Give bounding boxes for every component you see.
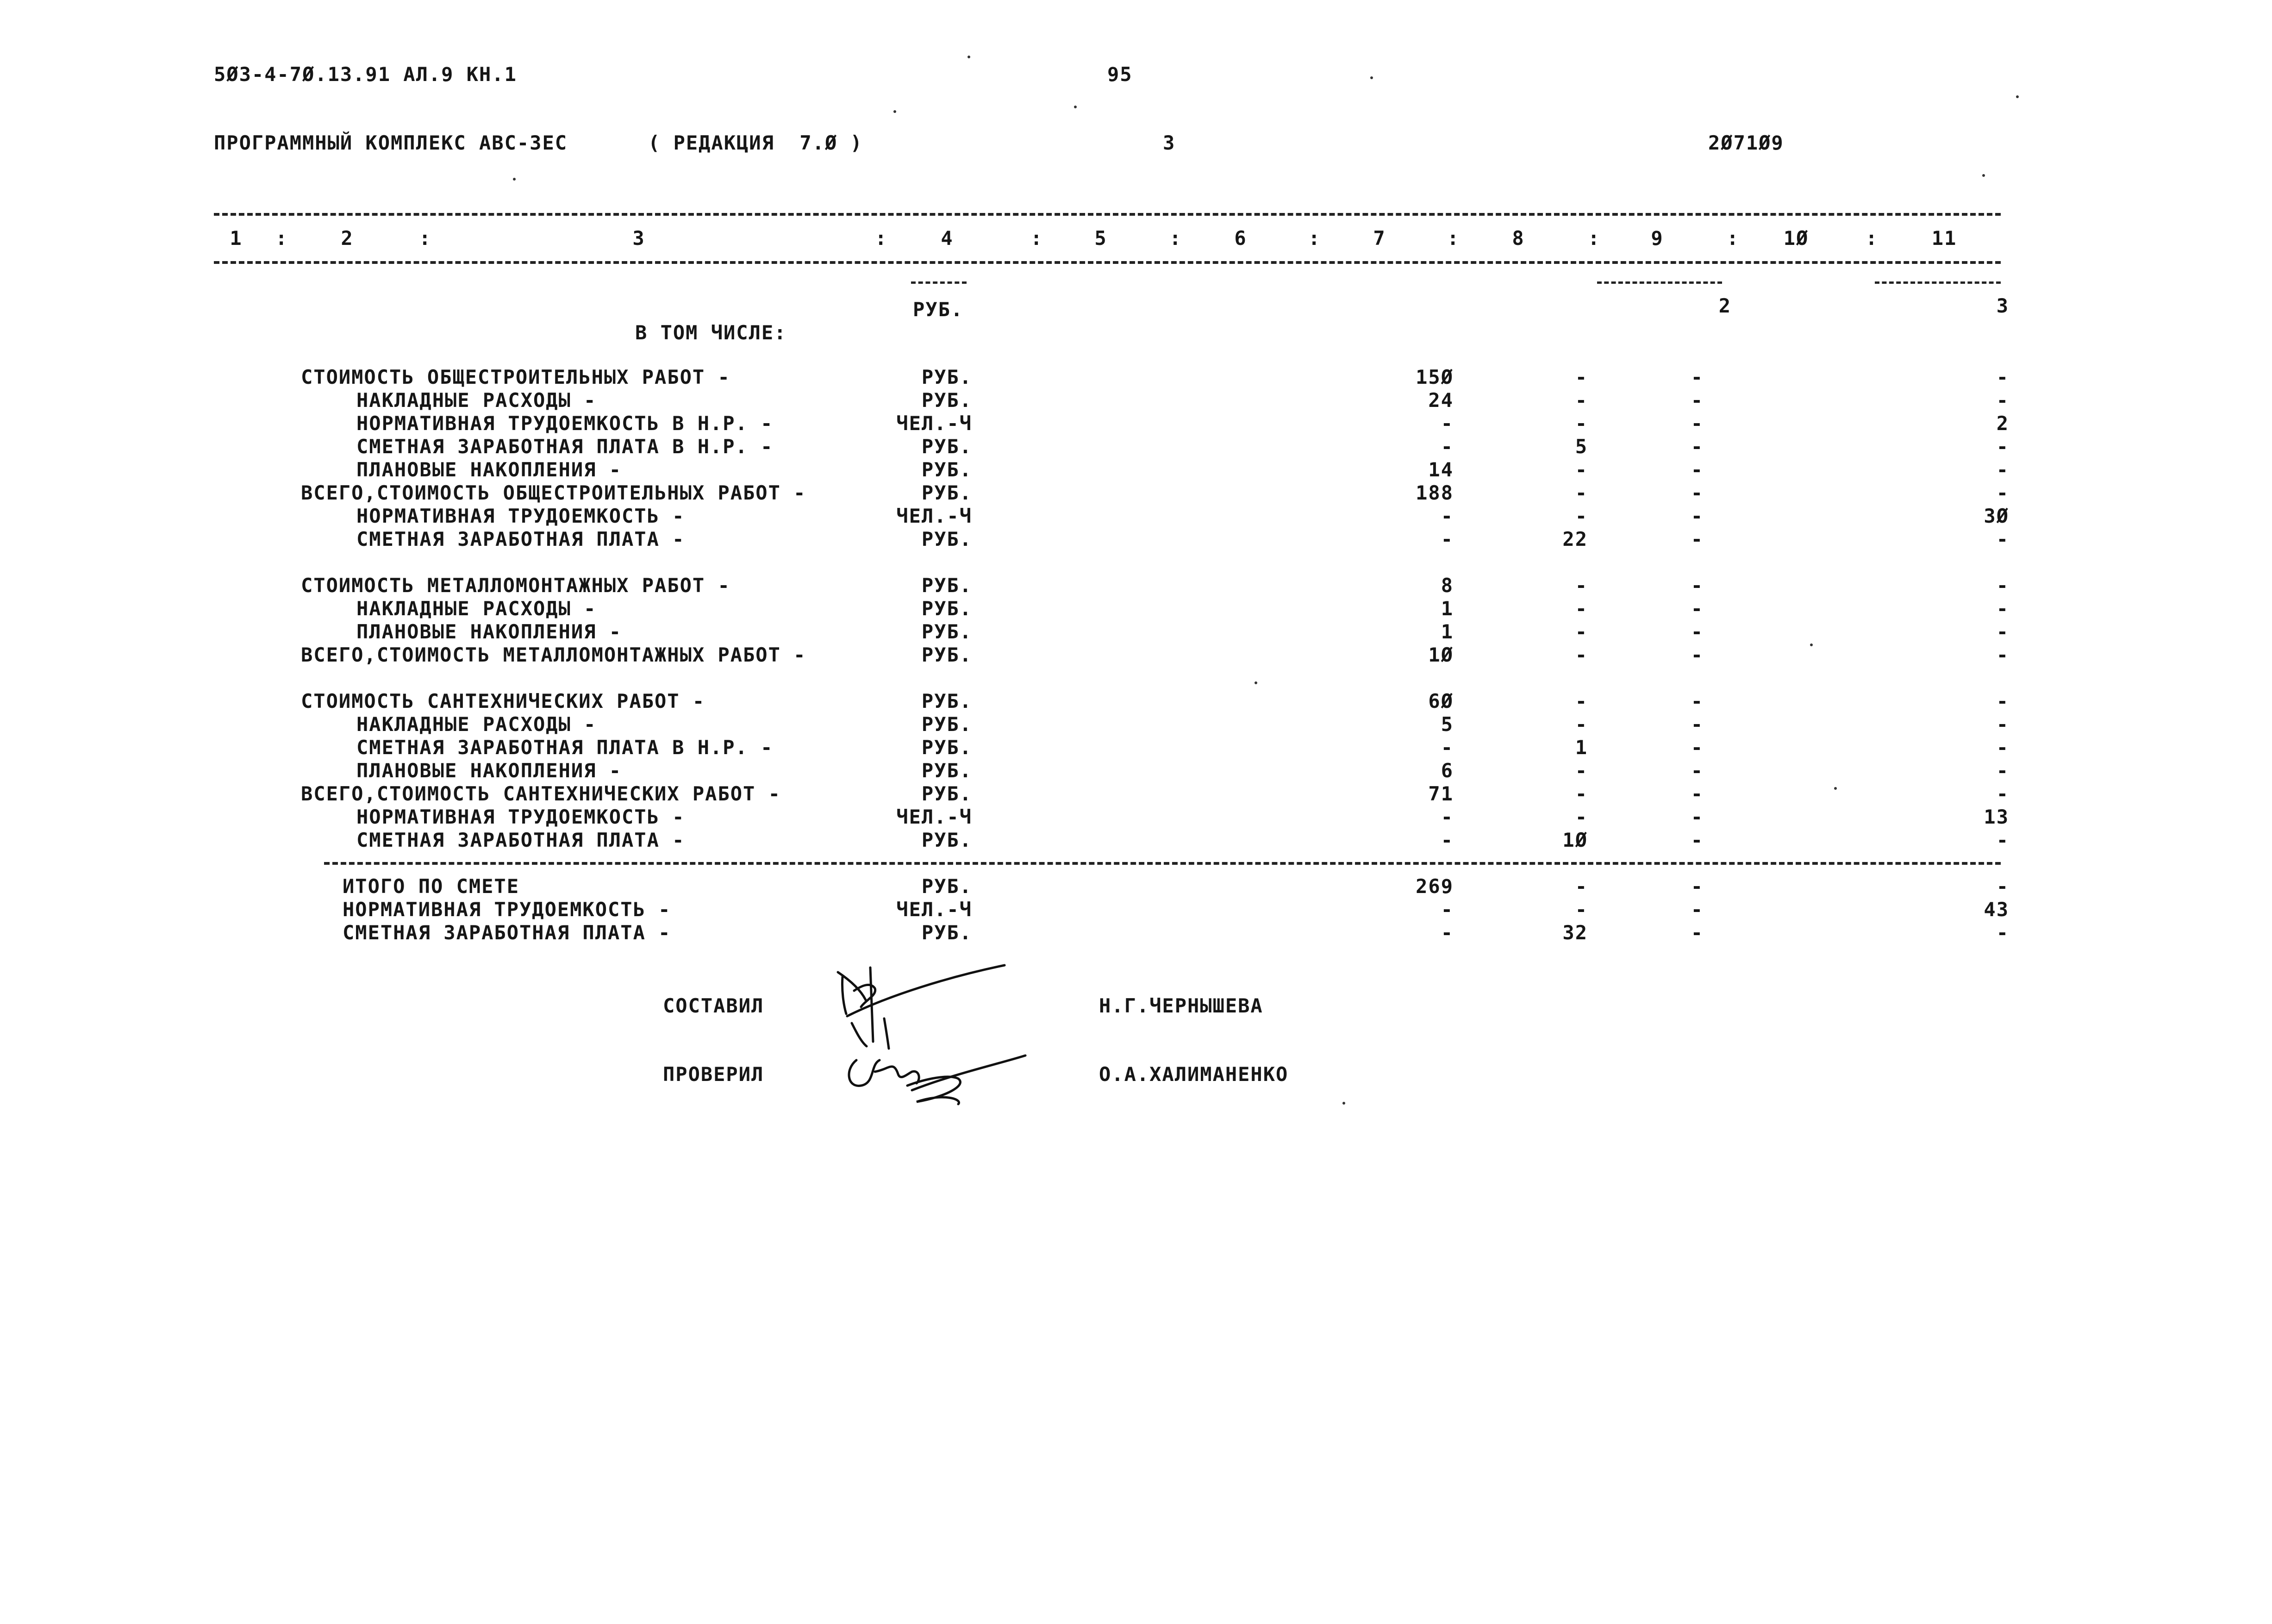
- row-col11: -: [1996, 690, 2009, 712]
- row-unit: РУБ.: [921, 366, 972, 388]
- unit-rule: [911, 281, 967, 284]
- row-label: СТОИМОСТЬ МЕТАЛЛОМОНТАЖНЫХ РАБОТ -: [301, 574, 730, 597]
- row-unit: РУБ.: [921, 435, 972, 458]
- row-col9: -: [1691, 690, 1704, 712]
- row-col8: 32: [1562, 921, 1588, 944]
- column-number: 8: [1512, 227, 1525, 250]
- row-col11: -: [1996, 458, 2009, 481]
- row-col11: -: [1996, 481, 2009, 504]
- row-label: НАКЛАДНЫЕ РАСХОДЫ -: [356, 597, 597, 620]
- row-col8: -: [1575, 597, 1588, 620]
- row-col11: -: [1996, 921, 2009, 944]
- row-label: ПЛАНОВЫЕ НАКОПЛЕНИЯ -: [356, 620, 622, 643]
- row-col7: 5: [1441, 713, 1454, 736]
- row-unit: РУБ.: [921, 736, 972, 759]
- row-label: НАКЛАДНЫЕ РАСХОДЫ -: [356, 389, 597, 412]
- scan-speck: [513, 178, 516, 181]
- column-number: 5: [1094, 227, 1107, 250]
- row-unit: РУБ.: [921, 875, 972, 898]
- row-col7: -: [1441, 528, 1454, 550]
- row-col7: -: [1441, 412, 1454, 435]
- row-col11: -: [1996, 597, 2009, 620]
- row-label: НОРМАТИВНАЯ ТРУДОЕМКОСТЬ -: [356, 505, 685, 527]
- scan-speck: [2016, 95, 2019, 98]
- row-col8: -: [1575, 782, 1588, 805]
- row-col11: -: [1996, 875, 2009, 898]
- row-label: ВСЕГО,СТОИМОСТЬ ОБЩЕСТРОИТЕЛЬНЫХ РАБОТ -: [301, 481, 806, 504]
- row-unit: ЧЕЛ.-Ч: [896, 412, 972, 435]
- row-unit: РУБ.: [921, 528, 972, 550]
- row-col9: -: [1691, 875, 1704, 898]
- row-unit: РУБ.: [921, 597, 972, 620]
- row-col11: -: [1996, 620, 2009, 643]
- row-col8: -: [1575, 643, 1588, 666]
- row-col11: -: [1996, 574, 2009, 597]
- row-col7: -: [1441, 736, 1454, 759]
- row-col7: 6: [1441, 759, 1454, 782]
- row-label: СМЕТНАЯ ЗАРАБОТНАЯ ПЛАТА -: [343, 921, 671, 944]
- sheet-number: 3: [1163, 131, 1176, 154]
- document-number: 2Ø71Ø9: [1708, 131, 1784, 154]
- row-label: НАКЛАДНЫЕ РАСХОДЫ -: [356, 713, 597, 736]
- row-col9: -: [1691, 412, 1704, 435]
- column-separator: :: [1308, 227, 1321, 250]
- row-col8: -: [1575, 412, 1588, 435]
- row-col11: -: [1996, 643, 2009, 666]
- row-col9: -: [1691, 898, 1704, 921]
- row-col8: -: [1575, 898, 1588, 921]
- row-col7: 8: [1441, 574, 1454, 597]
- row-label: СМЕТНАЯ ЗАРАБОТНАЯ ПЛАТА В Н.Р. -: [356, 736, 774, 759]
- scan-speck: [1342, 1102, 1345, 1105]
- row-col11: 2: [1996, 412, 2009, 435]
- scan-speck: [1255, 681, 1257, 684]
- row-col11: 13: [1984, 806, 2009, 828]
- row-col9: -: [1691, 782, 1704, 805]
- row-col11: -: [1996, 435, 2009, 458]
- column-separator: :: [1169, 227, 1182, 250]
- row-col7: -: [1441, 505, 1454, 527]
- row-col9: -: [1691, 574, 1704, 597]
- row-col7: 1: [1441, 620, 1454, 643]
- row-unit: РУБ.: [921, 921, 972, 944]
- row-col8: -: [1575, 620, 1588, 643]
- row-col8: -: [1575, 759, 1588, 782]
- page-number: 95: [1107, 63, 1133, 86]
- column-separator: :: [419, 227, 432, 250]
- row-col9: -: [1691, 597, 1704, 620]
- row-col8: -: [1575, 458, 1588, 481]
- row-col9: -: [1691, 458, 1704, 481]
- program-edition: ( РЕДАКЦИЯ 7.Ø ): [648, 131, 863, 154]
- scan-speck: [1370, 76, 1373, 79]
- column-number: 3: [632, 227, 645, 250]
- row-unit: РУБ.: [921, 782, 972, 805]
- row-label: НОРМАТИВНАЯ ТРУДОЕМКОСТЬ -: [343, 898, 671, 921]
- top-row-col11: 3: [1996, 294, 2009, 317]
- row-label: СТОИМОСТЬ ОБЩЕСТРОИТЕЛЬНЫХ РАБОТ -: [301, 366, 730, 388]
- row-col8: -: [1575, 690, 1588, 712]
- row-col9: -: [1691, 528, 1704, 550]
- scan-speck: [893, 110, 896, 113]
- column-separator: :: [875, 227, 888, 250]
- row-label: СМЕТНАЯ ЗАРАБОТНАЯ ПЛАТА -: [356, 528, 685, 550]
- row-label: ВСЕГО,СТОИМОСТЬ САНТЕХНИЧЕСКИХ РАБОТ -: [301, 782, 781, 805]
- row-col8: 1Ø: [1562, 829, 1588, 851]
- row-label: НОРМАТИВНАЯ ТРУДОЕМКОСТЬ В Н.Р. -: [356, 412, 774, 435]
- column-separator: :: [1866, 227, 1879, 250]
- row-col7: 188: [1416, 481, 1454, 504]
- row-col9: -: [1691, 435, 1704, 458]
- row-col9: -: [1691, 759, 1704, 782]
- row-col7: 269: [1416, 875, 1454, 898]
- row-unit: РУБ.: [921, 643, 972, 666]
- scan-speck: [1074, 106, 1077, 108]
- document-code: 5Ø3-4-7Ø.13.91 АЛ.9 КН.1: [214, 63, 517, 86]
- row-col11: -: [1996, 736, 2009, 759]
- row-unit: РУБ.: [921, 458, 972, 481]
- top-row-unit: РУБ.: [913, 298, 964, 321]
- row-label: СТОИМОСТЬ САНТЕХНИЧЕСКИХ РАБОТ -: [301, 690, 705, 712]
- row-unit: РУБ.: [921, 481, 972, 504]
- header-rule-top: [214, 213, 2001, 216]
- column-number: 2: [341, 227, 354, 250]
- column-separator: :: [1588, 227, 1601, 250]
- header-rule-bottom: [214, 261, 2001, 264]
- row-col11: -: [1996, 829, 2009, 851]
- row-label: НОРМАТИВНАЯ ТРУДОЕМКОСТЬ -: [356, 806, 685, 828]
- row-col8: -: [1575, 481, 1588, 504]
- row-unit: РУБ.: [921, 574, 972, 597]
- row-label: СМЕТНАЯ ЗАРАБОТНАЯ ПЛАТА -: [356, 829, 685, 851]
- row-unit: РУБ.: [921, 829, 972, 851]
- row-label: ПЛАНОВЫЕ НАКОПЛЕНИЯ -: [356, 458, 622, 481]
- row-col11: 43: [1984, 898, 2009, 921]
- scan-speck: [967, 56, 970, 58]
- row-col8: -: [1575, 713, 1588, 736]
- row-unit: РУБ.: [921, 759, 972, 782]
- column-separator: :: [275, 227, 288, 250]
- row-col9: -: [1691, 389, 1704, 412]
- row-col9: -: [1691, 713, 1704, 736]
- row-col8: -: [1575, 389, 1588, 412]
- row-col7: -: [1441, 829, 1454, 851]
- compiled-signature: [833, 963, 1009, 1056]
- row-col9: -: [1691, 829, 1704, 851]
- column-number: 11: [1931, 227, 1957, 250]
- row-col8: 1: [1575, 736, 1588, 759]
- row-col11: -: [1996, 782, 2009, 805]
- row-col7: 1Ø: [1428, 643, 1454, 666]
- checked-signature: [843, 1046, 1028, 1111]
- row-col7: 24: [1428, 389, 1454, 412]
- subtitle-including: В ТОМ ЧИСЛЕ:: [635, 321, 787, 344]
- row-col11: -: [1996, 389, 2009, 412]
- row-col11: -: [1996, 528, 2009, 550]
- row-col8: -: [1575, 505, 1588, 527]
- column-number: 9: [1651, 227, 1664, 250]
- column-number: 4: [941, 227, 954, 250]
- row-label: ВСЕГО,СТОИМОСТЬ МЕТАЛЛОМОНТАЖНЫХ РАБОТ -: [301, 643, 806, 666]
- row-col9: -: [1691, 643, 1704, 666]
- col11-rule: [1875, 281, 2001, 284]
- top-row-col9: 2: [1718, 294, 1731, 317]
- col9-rule: [1597, 281, 1722, 284]
- row-unit: РУБ.: [921, 389, 972, 412]
- column-separator: :: [1727, 227, 1740, 250]
- row-col7: 6Ø: [1428, 690, 1454, 712]
- row-col9: -: [1691, 921, 1704, 944]
- row-col9: -: [1691, 736, 1704, 759]
- column-number: 7: [1373, 227, 1386, 250]
- column-number: 1Ø: [1783, 227, 1809, 250]
- row-col7: -: [1441, 435, 1454, 458]
- row-col8: -: [1575, 806, 1588, 828]
- checked-by-name: О.А.ХАЛИМАНЕНКО: [1099, 1063, 1289, 1086]
- row-col7: 14: [1428, 458, 1454, 481]
- row-unit: РУБ.: [921, 690, 972, 712]
- column-number: 6: [1234, 227, 1247, 250]
- checked-by-label: ПРОВЕРИЛ: [663, 1063, 764, 1086]
- row-col9: -: [1691, 481, 1704, 504]
- row-unit: РУБ.: [921, 713, 972, 736]
- scan-speck: [1810, 643, 1813, 646]
- row-col8: -: [1575, 574, 1588, 597]
- row-col7: 71: [1428, 782, 1454, 805]
- row-col8: -: [1575, 875, 1588, 898]
- row-unit: ЧЕЛ.-Ч: [896, 806, 972, 828]
- row-col11: -: [1996, 759, 2009, 782]
- column-separator: :: [1447, 227, 1460, 250]
- scan-speck: [1982, 174, 1985, 177]
- program-name: ПРОГРАММНЫЙ КОМПЛЕКС АВС-3ЕС: [214, 131, 568, 154]
- row-col9: -: [1691, 620, 1704, 643]
- row-col9: -: [1691, 806, 1704, 828]
- row-col11: -: [1996, 366, 2009, 388]
- compiled-by-label: СОСТАВИЛ: [663, 994, 764, 1017]
- row-col7: 15Ø: [1416, 366, 1454, 388]
- column-number: 1: [230, 227, 243, 250]
- row-col7: -: [1441, 806, 1454, 828]
- scan-speck: [1834, 787, 1837, 790]
- row-col9: -: [1691, 366, 1704, 388]
- row-col8: 5: [1575, 435, 1588, 458]
- row-col11: -: [1996, 713, 2009, 736]
- row-col8: 22: [1562, 528, 1588, 550]
- row-col9: -: [1691, 505, 1704, 527]
- compiled-by-name: Н.Г.ЧЕРНЫШЕВА: [1099, 994, 1263, 1017]
- totals-rule: [324, 862, 2001, 865]
- row-col11: 3Ø: [1984, 505, 2009, 527]
- row-label: СМЕТНАЯ ЗАРАБОТНАЯ ПЛАТА В Н.Р. -: [356, 435, 774, 458]
- column-separator: :: [1030, 227, 1043, 250]
- row-label: ПЛАНОВЫЕ НАКОПЛЕНИЯ -: [356, 759, 622, 782]
- row-col8: -: [1575, 366, 1588, 388]
- row-label: ИТОГО ПО СМЕТЕ: [343, 875, 520, 898]
- row-col7: -: [1441, 921, 1454, 944]
- row-col7: -: [1441, 898, 1454, 921]
- row-unit: ЧЕЛ.-Ч: [896, 505, 972, 527]
- row-unit: РУБ.: [921, 620, 972, 643]
- row-col7: 1: [1441, 597, 1454, 620]
- row-unit: ЧЕЛ.-Ч: [896, 898, 972, 921]
